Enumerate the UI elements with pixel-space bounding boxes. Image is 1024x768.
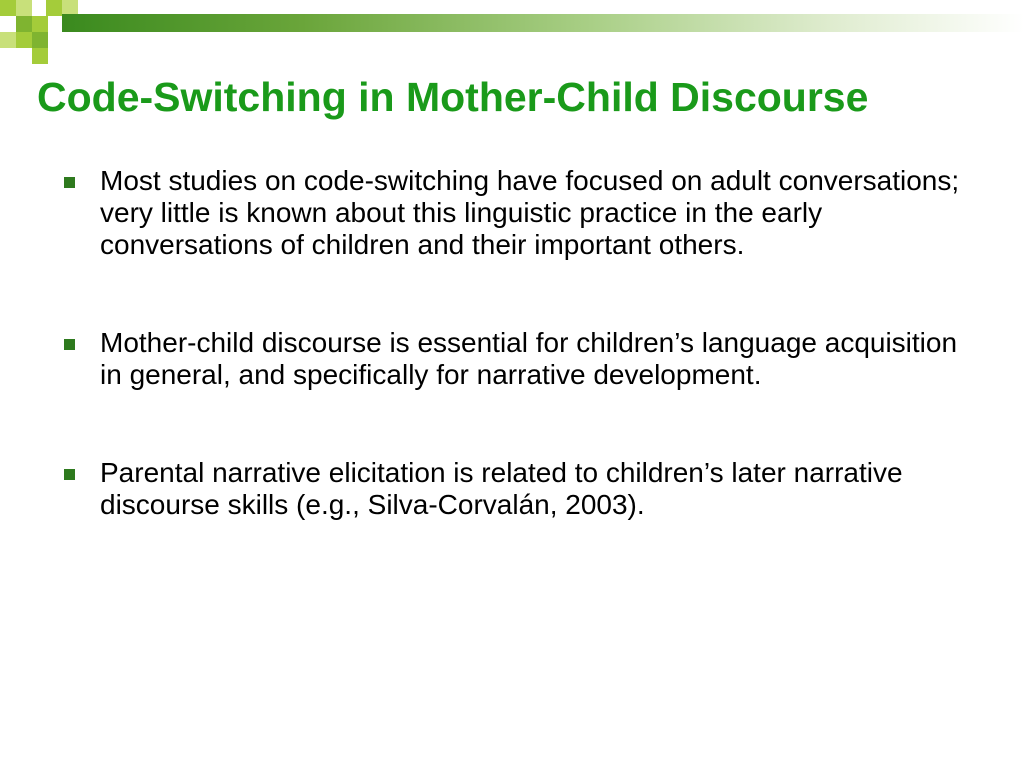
- bullet-item: [0, 327, 980, 391]
- corner-decoration: [0, 0, 1024, 64]
- bullet-text: Mother-child discourse is essential for children’s language acquisition in general, and specifically for narrative development.: [100, 327, 958, 390]
- header-gradient-bar: [62, 14, 1024, 32]
- square-bullet-icon: [64, 339, 75, 350]
- bullet-text: Parental narrative elicitation is related to children’s later narrative discourse skills (e.g., Silva-Corvalán, 2003).: [100, 457, 903, 520]
- decor-square: [16, 0, 32, 16]
- decor-square: [32, 48, 48, 64]
- square-bullet-icon: [64, 469, 75, 480]
- decor-square: [16, 16, 32, 32]
- bullet-text: Most studies on code-switching have focused on adult conversations; very little is known about this linguistic practice in the early conversations of children and their important others.: [100, 165, 960, 260]
- decor-square: [16, 32, 32, 48]
- bullet-item: [0, 165, 980, 261]
- square-bullet-icon: [64, 177, 75, 188]
- slide-title: Code-Switching in Mother-Child Discourse: [37, 74, 869, 120]
- decor-square: [0, 0, 16, 16]
- bullet-list: [0, 165, 1024, 521]
- decor-square: [32, 16, 48, 32]
- bullet-item: [0, 457, 980, 521]
- decor-square: [32, 32, 48, 48]
- decor-square: [46, 0, 62, 16]
- decor-square: [0, 32, 16, 48]
